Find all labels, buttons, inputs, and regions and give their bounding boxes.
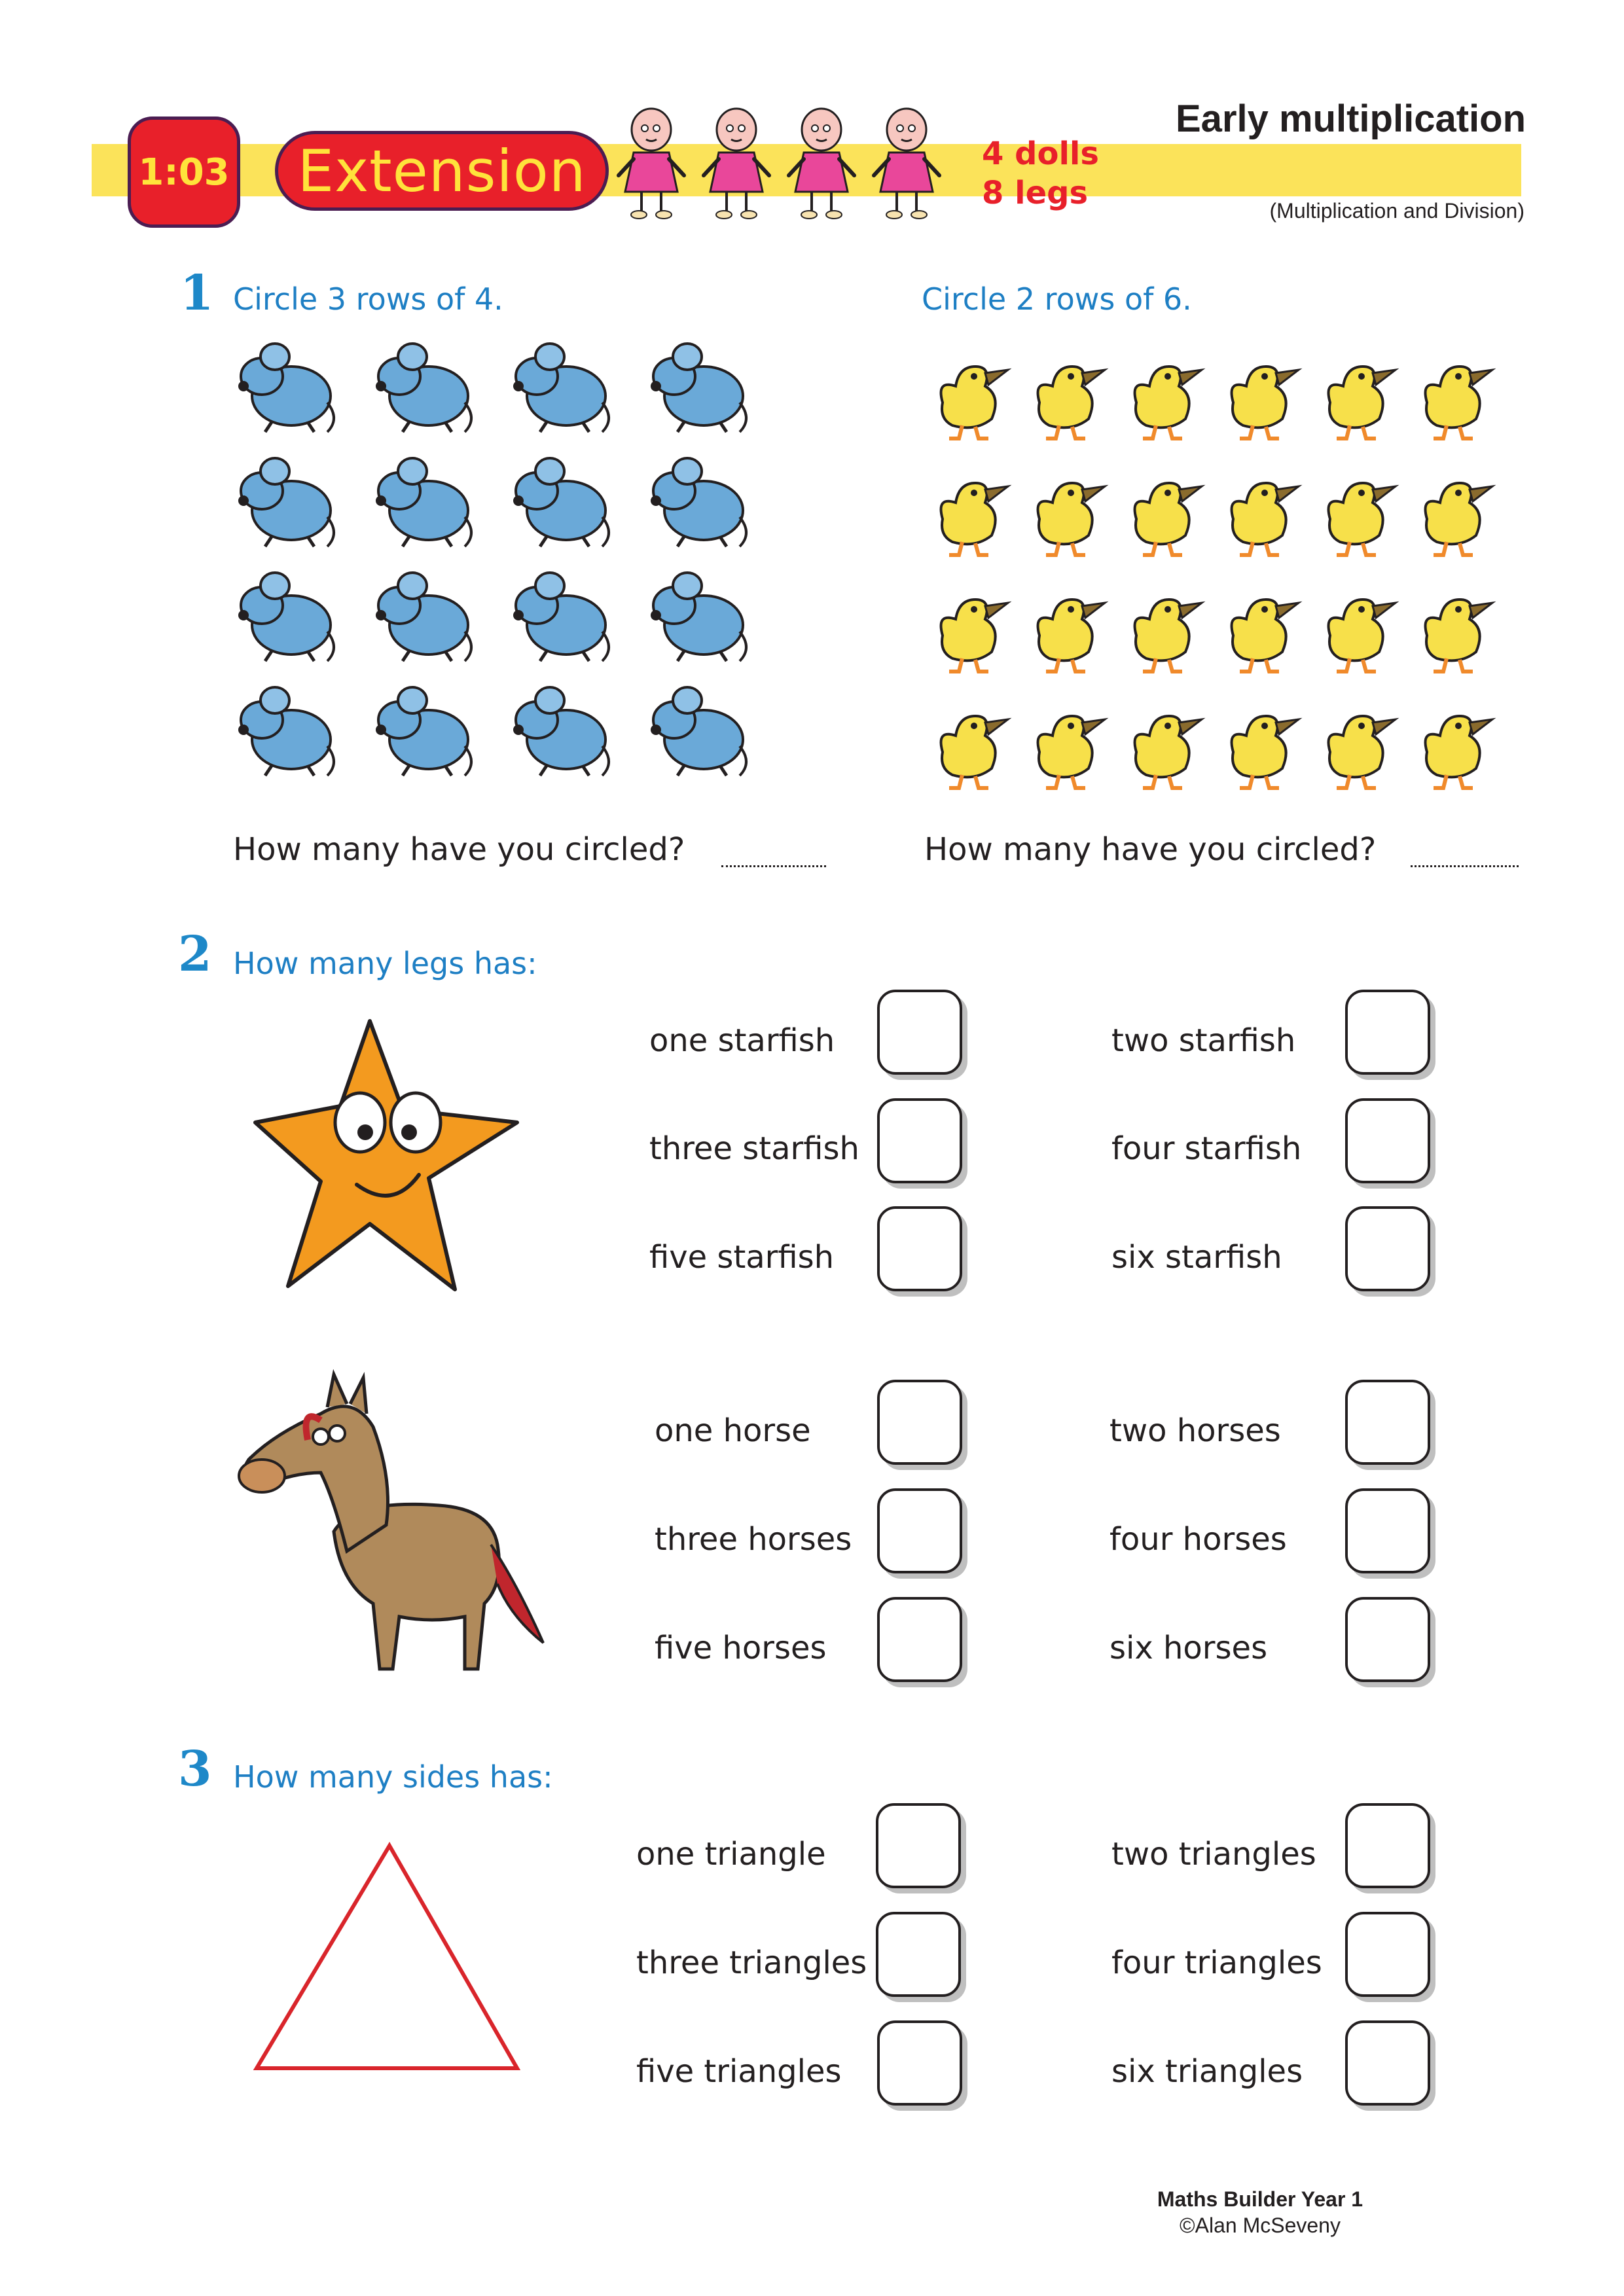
q3-instruction: How many sides has:: [233, 1759, 553, 1795]
answer-box-six-horses[interactable]: [1345, 1597, 1430, 1682]
duck-icon: [1232, 716, 1299, 788]
q1-left-answer-line[interactable]: [721, 865, 826, 867]
label-six-triangles: six triangles: [1111, 2053, 1303, 2090]
duck-icon: [1135, 483, 1202, 555]
duck-icon: [1038, 483, 1106, 555]
duck-icon: [1232, 600, 1299, 672]
duck-icon: [1426, 483, 1493, 555]
label-two-starfish: two starfish: [1111, 1022, 1296, 1059]
duck-icon: [1329, 716, 1396, 788]
label-five-horses: five horses: [655, 1630, 827, 1666]
mouse-icon: [238, 573, 334, 661]
legs-count: 8 legs: [982, 175, 1089, 211]
duck-icon: [941, 367, 1009, 439]
label-six-horses: six horses: [1110, 1630, 1268, 1666]
doll-icon: [874, 109, 939, 219]
extension-badge: Extension: [275, 131, 609, 211]
label-three-triangles: three triangles: [636, 1945, 867, 1981]
answer-box-two-horses[interactable]: [1345, 1380, 1430, 1465]
horse-icon: [239, 1374, 543, 1669]
mice-grid: [229, 340, 772, 798]
mouse-icon: [513, 458, 609, 547]
duck-icon: [1426, 600, 1493, 672]
ducks-row: [941, 367, 1493, 439]
answer-box-three-starfish[interactable]: [877, 1098, 962, 1183]
label-five-triangles: five triangles: [636, 2053, 842, 2090]
doll-icon: [619, 109, 684, 219]
duck-icon: [941, 716, 1009, 788]
ducks-row: [941, 600, 1493, 672]
mouse-icon: [376, 687, 471, 776]
answer-box-four-triangles[interactable]: [1345, 1912, 1430, 1997]
triangle-illustration: [249, 1833, 530, 2081]
duck-icon: [1232, 483, 1299, 555]
duck-icon: [1135, 367, 1202, 439]
answer-box-one-triangle[interactable]: [876, 1803, 961, 1888]
q1-right-question: How many have you circled?: [924, 831, 1377, 868]
duck-icon: [1038, 716, 1106, 788]
footer-copyright: ©Alan McSeveny: [1180, 2214, 1341, 2237]
mouse-icon: [651, 344, 746, 432]
answer-box-two-starfish[interactable]: [1345, 990, 1430, 1075]
q1-right-instruction: Circle 2 rows of 6.: [922, 281, 1192, 317]
label-one-horse: one horse: [655, 1412, 811, 1449]
duck-icon: [1038, 367, 1106, 439]
doll-icon: [704, 109, 769, 219]
q1-right-answer-line[interactable]: [1411, 865, 1519, 867]
mouse-icon: [238, 687, 334, 776]
mice-row: [238, 458, 746, 547]
answer-box-three-triangles[interactable]: [876, 1912, 961, 1997]
label-four-starfish: four starfish: [1111, 1130, 1302, 1167]
question-1-number: 1: [180, 265, 214, 321]
page-subtitle: (Multiplication and Division): [1269, 199, 1525, 223]
question-3-number: 3: [178, 1741, 212, 1797]
answer-box-one-starfish[interactable]: [877, 990, 962, 1075]
duck-icon: [1426, 716, 1493, 788]
answer-box-six-triangles[interactable]: [1345, 2020, 1430, 2106]
label-one-starfish: one starfish: [649, 1022, 835, 1059]
label-two-horses: two horses: [1110, 1412, 1281, 1449]
starfish-illustration: [249, 1008, 524, 1296]
duck-icon: [1329, 367, 1396, 439]
mouse-icon: [513, 573, 609, 661]
label-one-triangle: one triangle: [636, 1836, 826, 1873]
duck-icon: [941, 483, 1009, 555]
mouse-icon: [238, 344, 334, 432]
duck-icon: [1135, 600, 1202, 672]
ducks-row: [941, 716, 1493, 788]
duck-icon: [1232, 367, 1299, 439]
mouse-icon: [651, 687, 746, 776]
label-five-starfish: five starfish: [649, 1239, 835, 1276]
label-four-triangles: four triangles: [1111, 1945, 1322, 1981]
label-two-triangles: two triangles: [1111, 1836, 1316, 1873]
ducks-row: [941, 483, 1493, 555]
answer-box-one-horse[interactable]: [877, 1380, 962, 1465]
answer-box-five-starfish[interactable]: [877, 1206, 962, 1291]
duck-icon: [1329, 600, 1396, 672]
answer-box-five-horses[interactable]: [877, 1597, 962, 1682]
lesson-code-badge: 1:03: [128, 117, 240, 228]
label-six-starfish: six starfish: [1111, 1239, 1282, 1276]
duck-icon: [1426, 367, 1493, 439]
q2-instruction: How many legs has:: [233, 946, 537, 981]
mouse-icon: [376, 344, 471, 432]
label-three-starfish: three starfish: [649, 1130, 859, 1167]
ducks-grid: [923, 340, 1499, 798]
label-four-horses: four horses: [1110, 1521, 1287, 1558]
duck-icon: [941, 600, 1009, 672]
mice-row: [238, 687, 746, 776]
dolls-count: 4 dolls: [982, 135, 1099, 172]
mouse-icon: [376, 458, 471, 547]
triangle-icon: [257, 1846, 517, 2068]
q1-left-instruction: Circle 3 rows of 4.: [233, 281, 503, 317]
q1-left-question: How many have you circled?: [233, 831, 685, 868]
mouse-icon: [651, 573, 746, 661]
answer-box-six-starfish[interactable]: [1345, 1206, 1430, 1291]
page-title: Early multiplication: [1176, 98, 1526, 140]
question-2-number: 2: [178, 926, 212, 982]
mouse-icon: [376, 573, 471, 661]
answer-box-five-triangles[interactable]: [877, 2020, 962, 2106]
footer-book-title: Maths Builder Year 1: [1157, 2187, 1363, 2211]
answer-box-three-horses[interactable]: [877, 1488, 962, 1573]
answer-box-four-starfish[interactable]: [1345, 1098, 1430, 1183]
label-three-horses: three horses: [655, 1521, 852, 1558]
horse-illustration: [223, 1368, 563, 1695]
mouse-icon: [651, 458, 746, 547]
duck-icon: [1135, 716, 1202, 788]
dolls-illustration: [615, 103, 962, 228]
duck-icon: [1329, 483, 1396, 555]
duck-icon: [1038, 600, 1106, 672]
mouse-icon: [238, 458, 334, 547]
mouse-icon: [513, 344, 609, 432]
doll-icon: [789, 109, 854, 219]
answer-box-four-horses[interactable]: [1345, 1488, 1430, 1573]
starfish-icon: [255, 1021, 517, 1289]
answer-box-two-triangles[interactable]: [1345, 1803, 1430, 1888]
mice-row: [238, 344, 746, 432]
mouse-icon: [513, 687, 609, 776]
mice-row: [238, 573, 746, 661]
dolls-caption: [982, 134, 1099, 213]
